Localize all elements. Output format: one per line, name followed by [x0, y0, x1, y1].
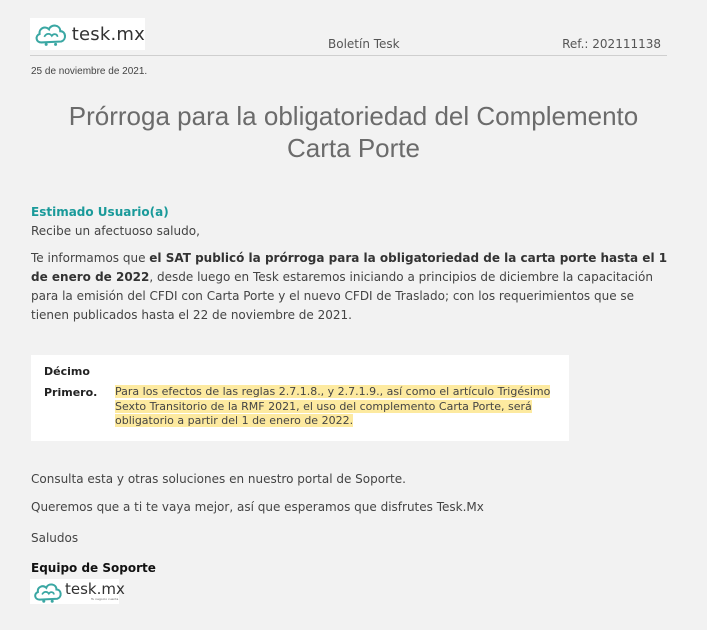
- salute-text: Recibe un afectuoso saludo,: [31, 224, 200, 238]
- tesk-logo[interactable]: [30, 18, 145, 50]
- title-line-1: Prórroga para la obligatoriedad del Complemento: [68, 101, 639, 131]
- signature: Equipo de Soporte: [31, 561, 156, 575]
- email-date: 25 de noviembre de 2021.: [31, 66, 148, 77]
- reference-number: Ref.: 202111138: [562, 37, 661, 51]
- logo-text: tesk.mx: [71, 23, 145, 45]
- rule-excerpt: [31, 355, 569, 441]
- closing-text: Queremos que a ti te vaya mejor, así que esperamos que disfrutes Tesk.Mx: [31, 500, 484, 514]
- footer-logo-text: tesk.mx: [65, 580, 125, 598]
- highlighted-text: Para los efectos de las reglas 2.7.1.8., y 2.7.1.9., así como el artículo Trigésimo Sexto Transitorio de la RMF 2021, el uso del complemento Carta Porte, será obligatorio a partir del 1 de enero de 2022.: [115, 385, 551, 427]
- excerpt-text: [115, 385, 560, 429]
- bulletin-label: Boletín Tesk: [328, 37, 400, 51]
- paragraph-bold: el SAT publicó la prórroga para la obligatoriedad de la carta porte hasta el 1 de enero de 2022: [31, 251, 668, 284]
- title-line-2: Carta Porte: [287, 133, 420, 163]
- cloud-logo-icon: [32, 581, 64, 603]
- main-paragraph: [31, 249, 671, 325]
- paragraph-rest: , desde luego en Tesk estaremos iniciando a principios de diciembre la capacitación para la emisión del CFDI con Carta Porte y el nuevo CFDI de Traslado; con los requerimientos que se tienen publicados hasta el 22 de noviembre de 2021.: [31, 270, 653, 322]
- greeting: Estimado Usuario(a): [31, 205, 169, 219]
- support-portal-text: Consulta esta y otras soluciones en nuestro portal de Soporte.: [31, 472, 406, 486]
- footer-logo[interactable]: [30, 579, 125, 604]
- excerpt-label-2: Primero.: [44, 386, 98, 399]
- saludos-text: Saludos: [31, 531, 79, 545]
- cloud-logo-icon: [33, 21, 69, 47]
- page-title: [30, 100, 677, 164]
- email-header: [30, 18, 667, 56]
- footer-logo-tagline: Tu negocio cuenta: [91, 597, 119, 601]
- excerpt-label-1: Décimo: [44, 365, 90, 378]
- paragraph-intro: Te informamos que: [31, 251, 150, 265]
